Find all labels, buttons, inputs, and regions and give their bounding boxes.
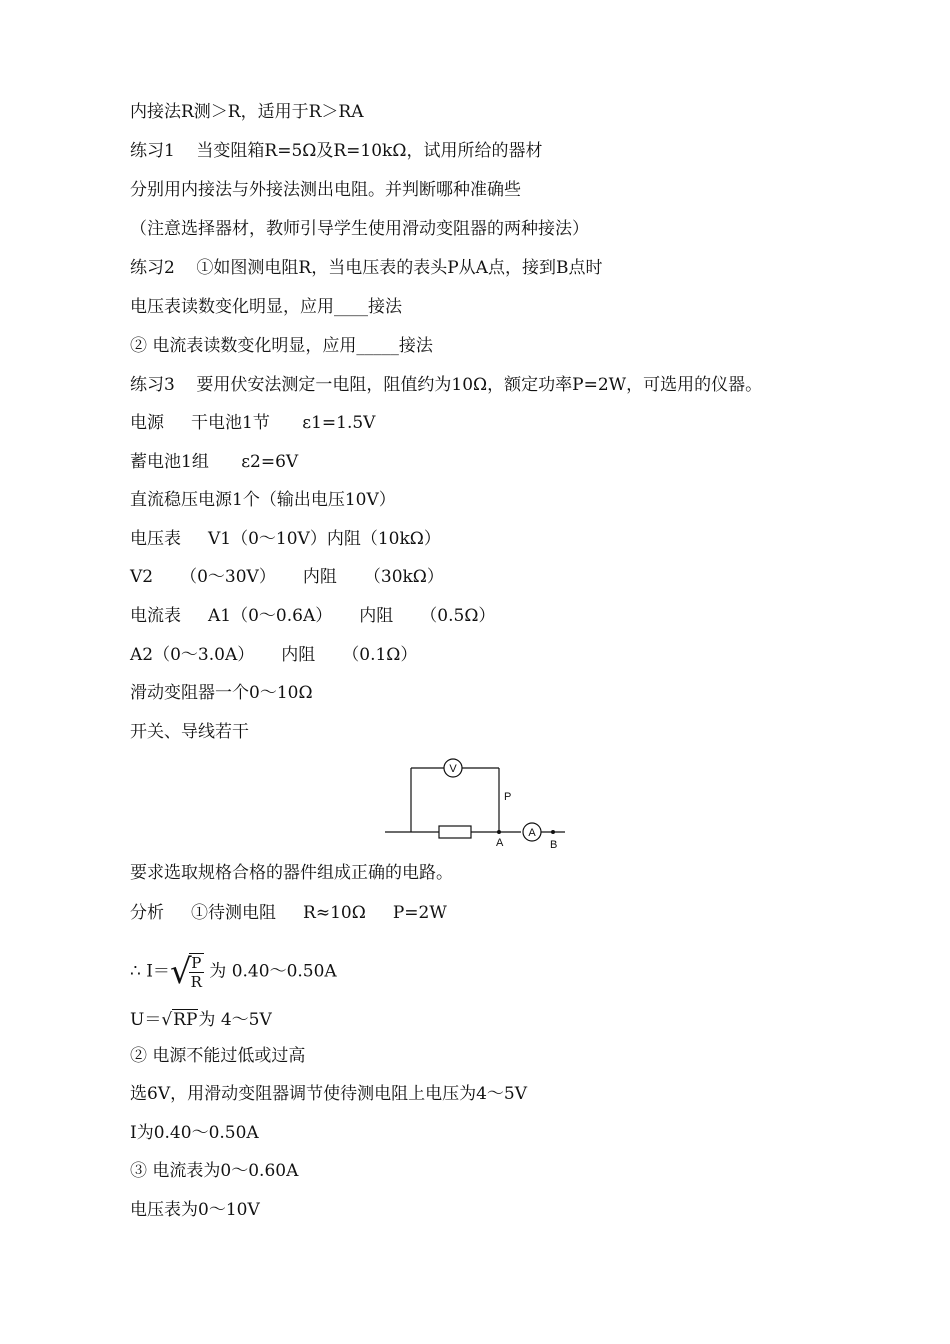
formula-current-suffix: 为 0.40～0.50A [203,961,337,982]
text-line-9: 电源 干电池1节 ε1=1.5V [130,413,376,433]
formula-voltage-prefix: U＝√ [130,1010,173,1030]
text-line-15: A2（0～3.0A） 内阻 （0.1Ω） [130,645,418,665]
text-line-1: 内接法R测＞R，适用于R＞RA [130,102,364,122]
text-line-6: 电压表读数变化明显，应用____接法 [130,297,402,317]
node-a-dot [497,830,501,834]
text-line-17: 开关、导线若干 [130,722,249,742]
text-line-5: 练习2 ①如图测电阻R，当电压表的表头P从A点，接到B点时 [130,258,603,278]
formula-current [130,950,337,994]
text-line-23: ③ 电流表为0～0.60A [130,1161,299,1181]
label-a: A [496,837,504,849]
text-line-10: 蓄电池1组 ε2=6V [130,452,299,472]
label-b: B [550,839,558,851]
fraction [189,954,204,991]
node-b-dot [551,830,555,834]
resistor-symbol [439,826,471,838]
text-line-16: 滑动变阻器一个0～10Ω [130,683,313,703]
text-line-21: 选6V，用滑动变阻器调节使待测电阻上电压为4～5V [130,1084,528,1104]
text-line-20: ② 电源不能过低或过高 [130,1046,306,1066]
formula-current-prefix: ∴ I＝ [130,961,170,982]
fraction-numerator: P [189,954,204,973]
ammeter-label: A [528,827,536,839]
text-line-13: V2 （0～30V） 内阻 （30kΩ） [130,567,444,587]
text-line-24: 电压表为0～10V [130,1200,260,1220]
formula-voltage [130,1009,272,1031]
formula-voltage-radicand: RP [173,1010,198,1030]
text-line-22: I为0.40～0.50A [130,1123,259,1143]
text-line-11: 直流稳压电源1个（输出电压10V） [130,490,396,510]
fraction-denominator: R [190,973,202,991]
text-line-7: ② 电流表读数变化明显，应用_____接法 [130,336,433,356]
text-line-4: （注意选择器材，教师引导学生使用滑动变阻器的两种接法） [130,219,589,239]
text-line-19: 分析 ①待测电阻 R≈10Ω P=2W [130,903,447,923]
text-line-8: 练习3 要用伏安法测定一电阻，阻值约为10Ω，额定功率P=2W，可选用的仪器。 [130,375,763,395]
formula-voltage-suffix: 为 4～5V [198,1010,272,1030]
text-line-3: 分别用内接法与外接法测出电阻。并判断哪种准确些 [130,180,521,200]
text-line-12: 电压表 V1（0～10V）内阻（10kΩ） [130,529,441,549]
circuit-diagram [383,756,573,852]
text-line-14: 电流表 A1（0～0.6A） 内阻 （0.5Ω） [130,606,496,626]
text-line-2: 练习1 当变阻箱R=5Ω及R=10kΩ，试用所给的器材 [130,141,543,161]
voltmeter-label: V [449,763,457,775]
sqrt-symbol: √ $\frac{P}{R}$ [169,952,202,992]
text-line-18: 要求选取规格合格的器件组成正确的电路。 [130,863,453,883]
label-p: P [504,791,512,803]
